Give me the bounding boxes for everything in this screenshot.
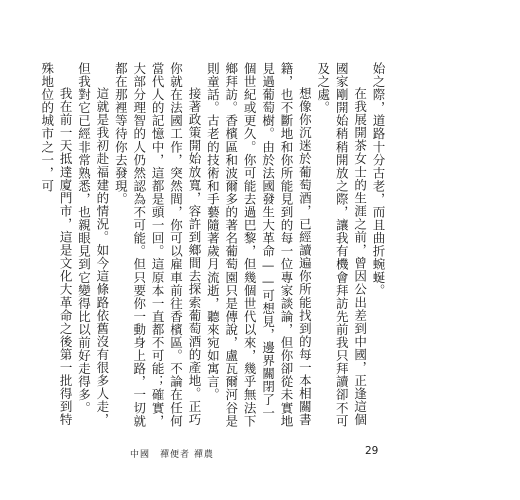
paragraph: 我在前一天抵達廈門市，這是文化大革命之後第一批得到特殊地位的城市之一，可	[39, 62, 74, 427]
paragraph: 接著政策開始放寬，容許到鄉間去探索葡萄酒的產地。正巧你就在法國工作，突然間，你可以雇車前往香檳區。不論在任何當代人的記憶中，這都是頭一回。這原本一直都不可能；確實，大部分理智的人仍然認為不可能。但只要你一動身上路，一切就都在那裡等待你去發現。	[113, 62, 202, 428]
paragraph: 想像你沉迷於葡萄酒，已經讀遍你所能找到的每一本相關書籍，也不斷地和你所能見到的每一位專家談論，但你卻從未實地見過葡萄樹。由於法國發生大革命——可想見，邊界關閉了一個世紀或更久。你可能去過巴黎，但幾個世代以來，幾乎無法下鄉拜訪。香檳區和波爾多的著名葡萄園只是傳說，盧瓦爾河谷是則童話。古老的技術和手藝隨著歲月流逝，聽來宛如寓言。	[205, 62, 313, 428]
body-text	[39, 62, 387, 430]
paragraph: 在我展開茶女士的生涯之前，曾因公出差到中國，正逢這個國家剛開始稍稍開放之際，讓我有機會拜訪先前我只拜讀卻不可及之處。	[315, 62, 368, 428]
paragraph: 這就是我初赴福建的情況。如今這條路依舊沒有很多人走，但我對它已經非常熟悉，也親眼見到它變得比以前好走得多。	[76, 62, 110, 427]
running-title: 中國 禪便者 禪農	[130, 450, 214, 460]
paragraph: 始之際，道路十分古老，而且曲折蜿蜒。	[371, 62, 386, 297]
page-number: 29	[365, 445, 379, 457]
